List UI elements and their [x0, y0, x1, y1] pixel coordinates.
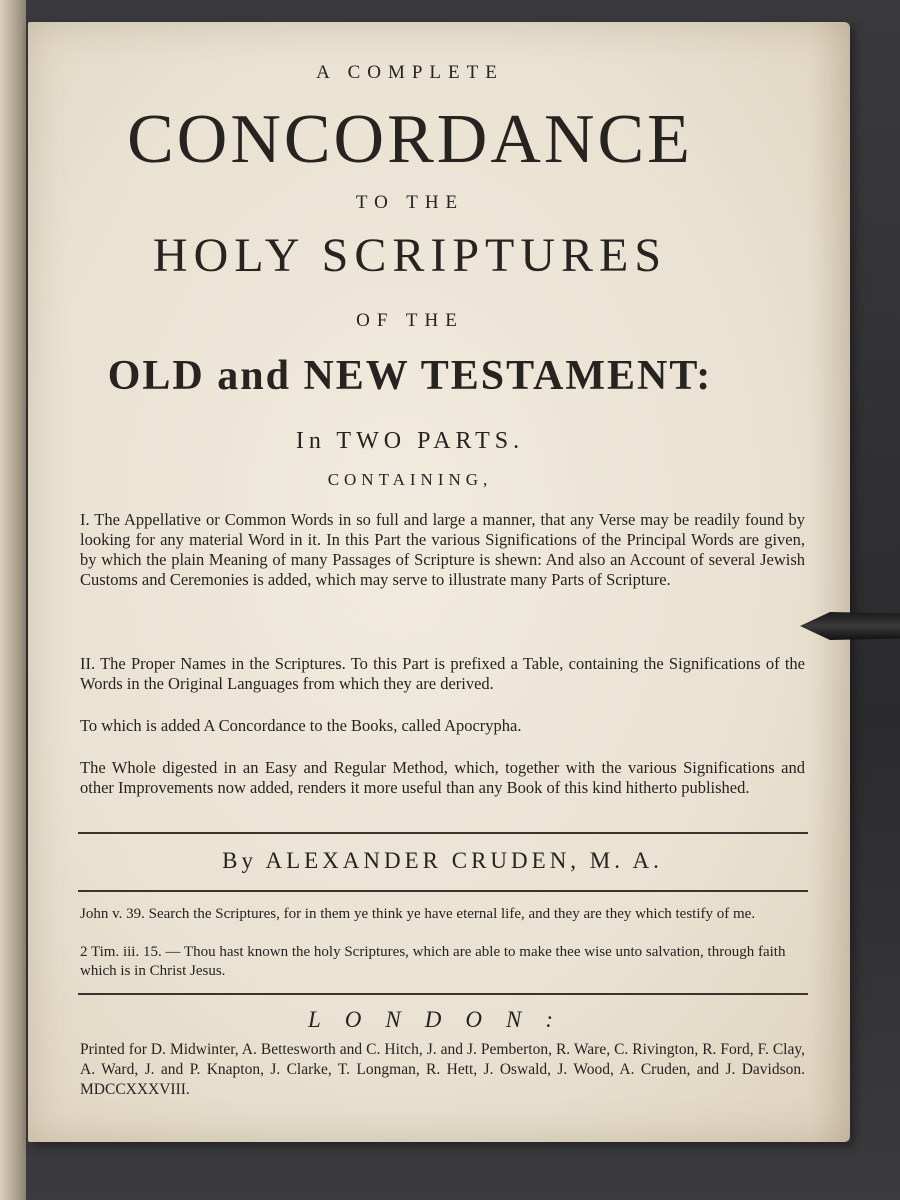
title-line-containing: CONTAINING, — [327, 470, 493, 489]
apocrypha-note: To which is added A Concordance to the Books, called Apocrypha. — [80, 716, 522, 735]
title-line-holy-scriptures: HOLY SCRIPTURES — [152, 229, 668, 282]
divider-rule — [78, 890, 808, 892]
imprint-city: LONDON: — [308, 1007, 577, 1032]
title-line-testament: OLD and NEW TESTAMENT: — [107, 353, 713, 399]
title-line-two-parts: In TWO PARTS. — [295, 428, 525, 454]
imprint-printers: Printed for D. Midwinter, A. Bettesworth and C. Hitch, J. and J. Pemberton, R. Ware, C. Rivington, R. Ford, F. Clay, A. Ward, J. and P. Knapton, J. Clarke, T. Longman, R. Hett, J. Oswald, J. Wood, A. Cruden, and J. Davidson. MDCCXXXVIII. — [80, 1041, 805, 1098]
epigraph-timothy: 2 Tim. iii. 15. — Thou hast known the holy Scriptures, which are able to make thee wise unto salvation, through faith which is in Christ Jesus. — [80, 944, 786, 979]
author-byline: By ALEXANDER CRUDEN, M. A. — [222, 848, 663, 873]
part-two-description: II. The Proper Names in the Scriptures. To this Part is prefixed a Table, containing the Significations of the Words in the Original Languages from which they are derived. — [80, 654, 805, 693]
title-line-a-complete: A COMPLETE — [316, 62, 504, 83]
book-left-edge — [0, 0, 26, 1200]
part-one-description: I. The Appellative or Common Words in so full and large a manner, that any Verse may be readily found by looking for any material Word in it. In this Part the various Significations of the Principal Words are given, by which the plain Meaning of many Passages of Scripture is shewn: And also an Account of several Jewish Customs and Ceremonies is added, which may serve to illustrate many Parts of Scripture. — [80, 510, 805, 589]
title-line-to-the: TO THE — [355, 192, 465, 213]
divider-rule — [78, 832, 808, 834]
title-line-concordance: CONCORDANCE — [127, 101, 693, 178]
title-line-of-the: OF THE — [356, 310, 464, 331]
method-description: The Whole digested in an Easy and Regular Method, which, together with the various Significations and other Improvements now added, renders it more useful than any Book of this kind hitherto published. — [80, 758, 805, 797]
epigraph-john: John v. 39. Search the Scriptures, for in them ye think ye have eternal life, and they are they which testify of me. — [80, 906, 756, 922]
divider-rule — [78, 993, 808, 995]
